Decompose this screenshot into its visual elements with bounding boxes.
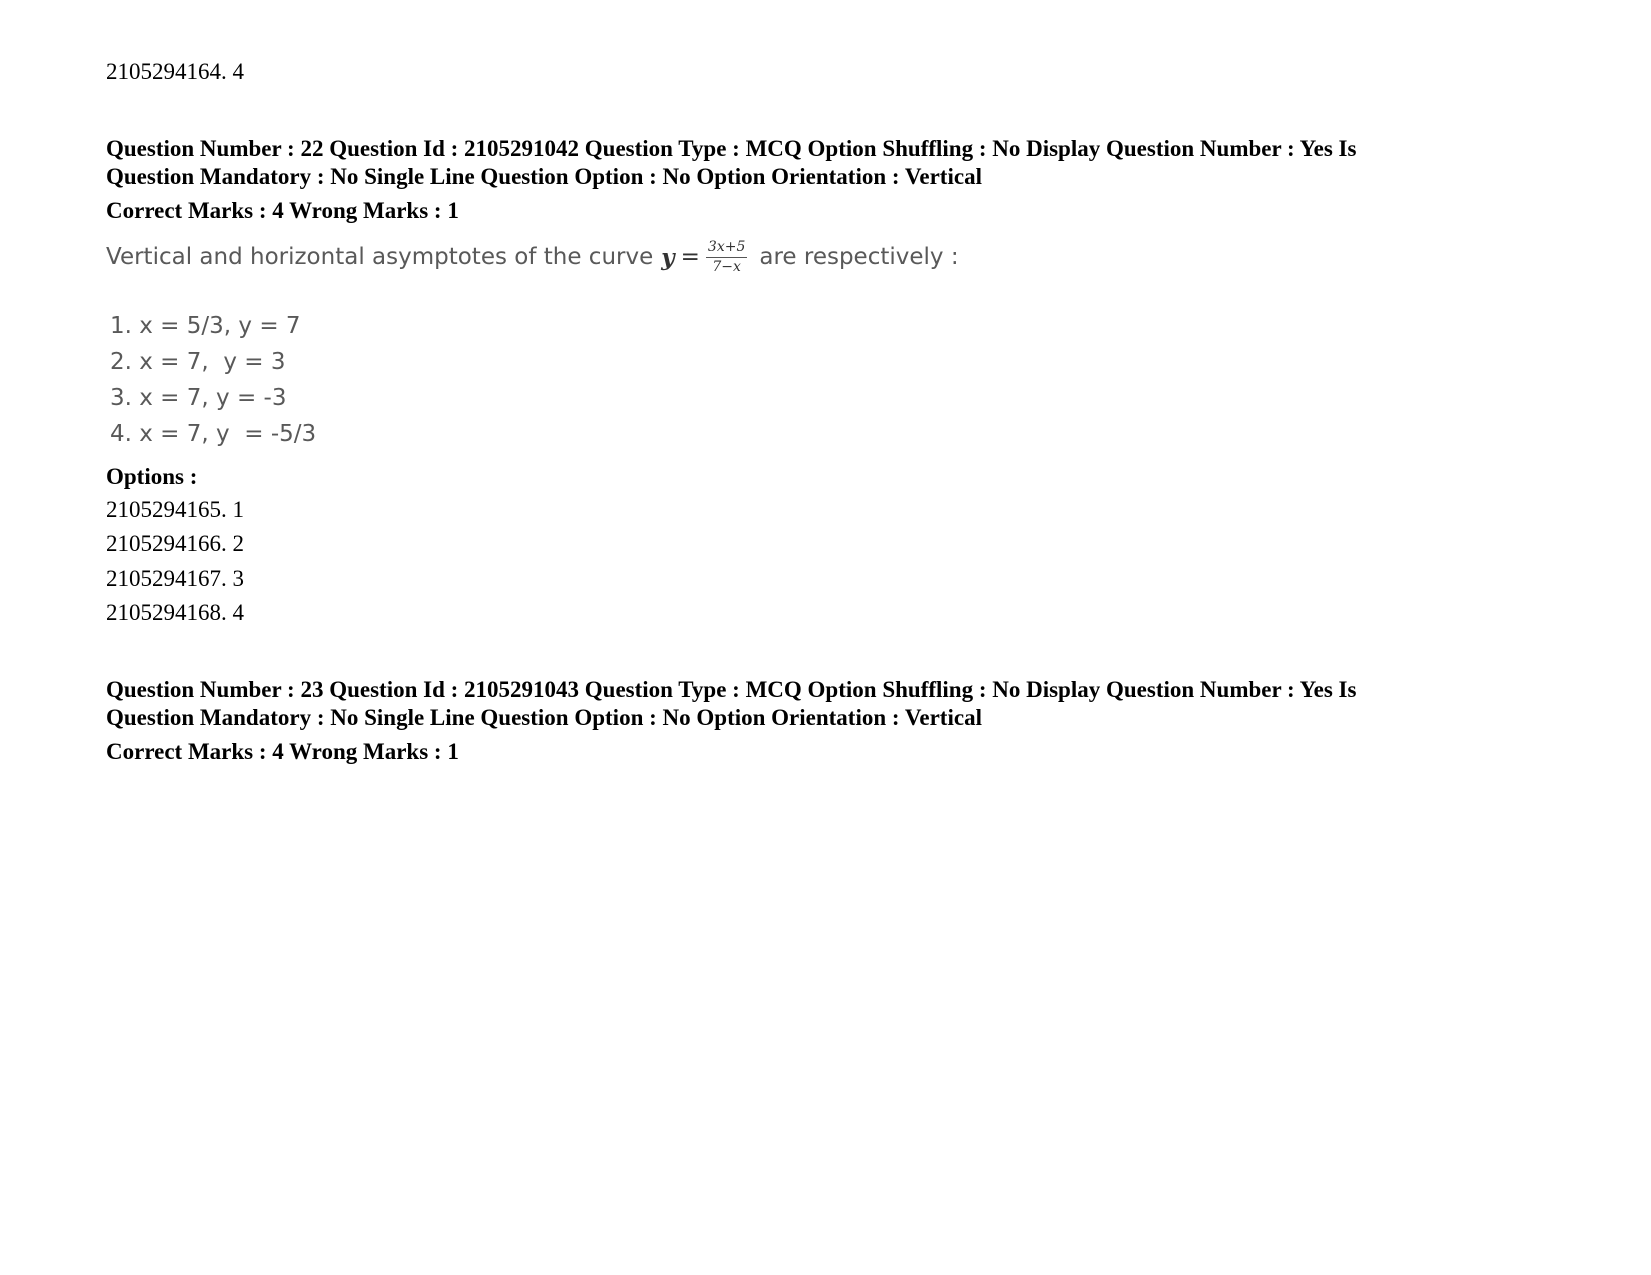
q22-options-label: Options : bbox=[106, 464, 198, 489]
q22-option-3: 2105294167. 3 bbox=[106, 565, 244, 591]
q22-stem-equals: = bbox=[680, 244, 700, 270]
q22-metadata-line-1: Question Number : 22 Question Id : 2105291042 Question Type : MCQ Option Shuffling : No Display Question Number : Yes Is bbox=[106, 136, 1357, 161]
q22-fraction-numerator: 3x+5 bbox=[706, 239, 747, 258]
q22-choice-4: 4. x = 7, y = -5/3 bbox=[110, 421, 317, 447]
q22-question-image bbox=[106, 232, 959, 282]
q22-choice-2: 2. x = 7, y = 3 bbox=[110, 349, 286, 375]
q22-choice-3: 3. x = 7, y = -3 bbox=[110, 385, 287, 411]
q22-choice-1: 1. x = 5/3, y = 7 bbox=[110, 313, 301, 339]
q22-marks: Correct Marks : 4 Wrong Marks : 1 bbox=[106, 198, 459, 223]
q22-option-list bbox=[106, 496, 244, 633]
q23-marks: Correct Marks : 4 Wrong Marks : 1 bbox=[106, 739, 459, 764]
q22-question-stem bbox=[106, 232, 959, 282]
q22-stem-tail: are respectively : bbox=[759, 244, 959, 270]
q22-stem-text: Vertical and horizontal asymptotes of the curve bbox=[106, 244, 654, 270]
q22-fraction-denominator: 7−x bbox=[712, 258, 741, 275]
q22-option-1: 2105294165. 1 bbox=[106, 497, 244, 522]
q23-metadata bbox=[106, 676, 1546, 732]
q22-metadata-line-2: Question Mandatory : No Single Line Question Option : No Option Orientation : Vertical bbox=[106, 164, 982, 189]
q22-option-4: 2105294168. 4 bbox=[106, 599, 244, 625]
previous-option-line: 2105294164. 4 bbox=[106, 59, 244, 84]
q22-option-2: 2105294166. 2 bbox=[106, 531, 244, 557]
q22-stem-variable: y bbox=[661, 243, 675, 271]
q22-metadata bbox=[106, 135, 1546, 191]
q22-fraction bbox=[706, 239, 747, 276]
q23-metadata-line-2: Question Mandatory : No Single Line Question Option : No Option Orientation : Vertical bbox=[106, 705, 982, 730]
q22-choice-list-image bbox=[110, 308, 316, 452]
q23-metadata-line-1: Question Number : 23 Question Id : 2105291043 Question Type : MCQ Option Shuffling : No Display Question Number : Yes Is bbox=[106, 677, 1357, 702]
